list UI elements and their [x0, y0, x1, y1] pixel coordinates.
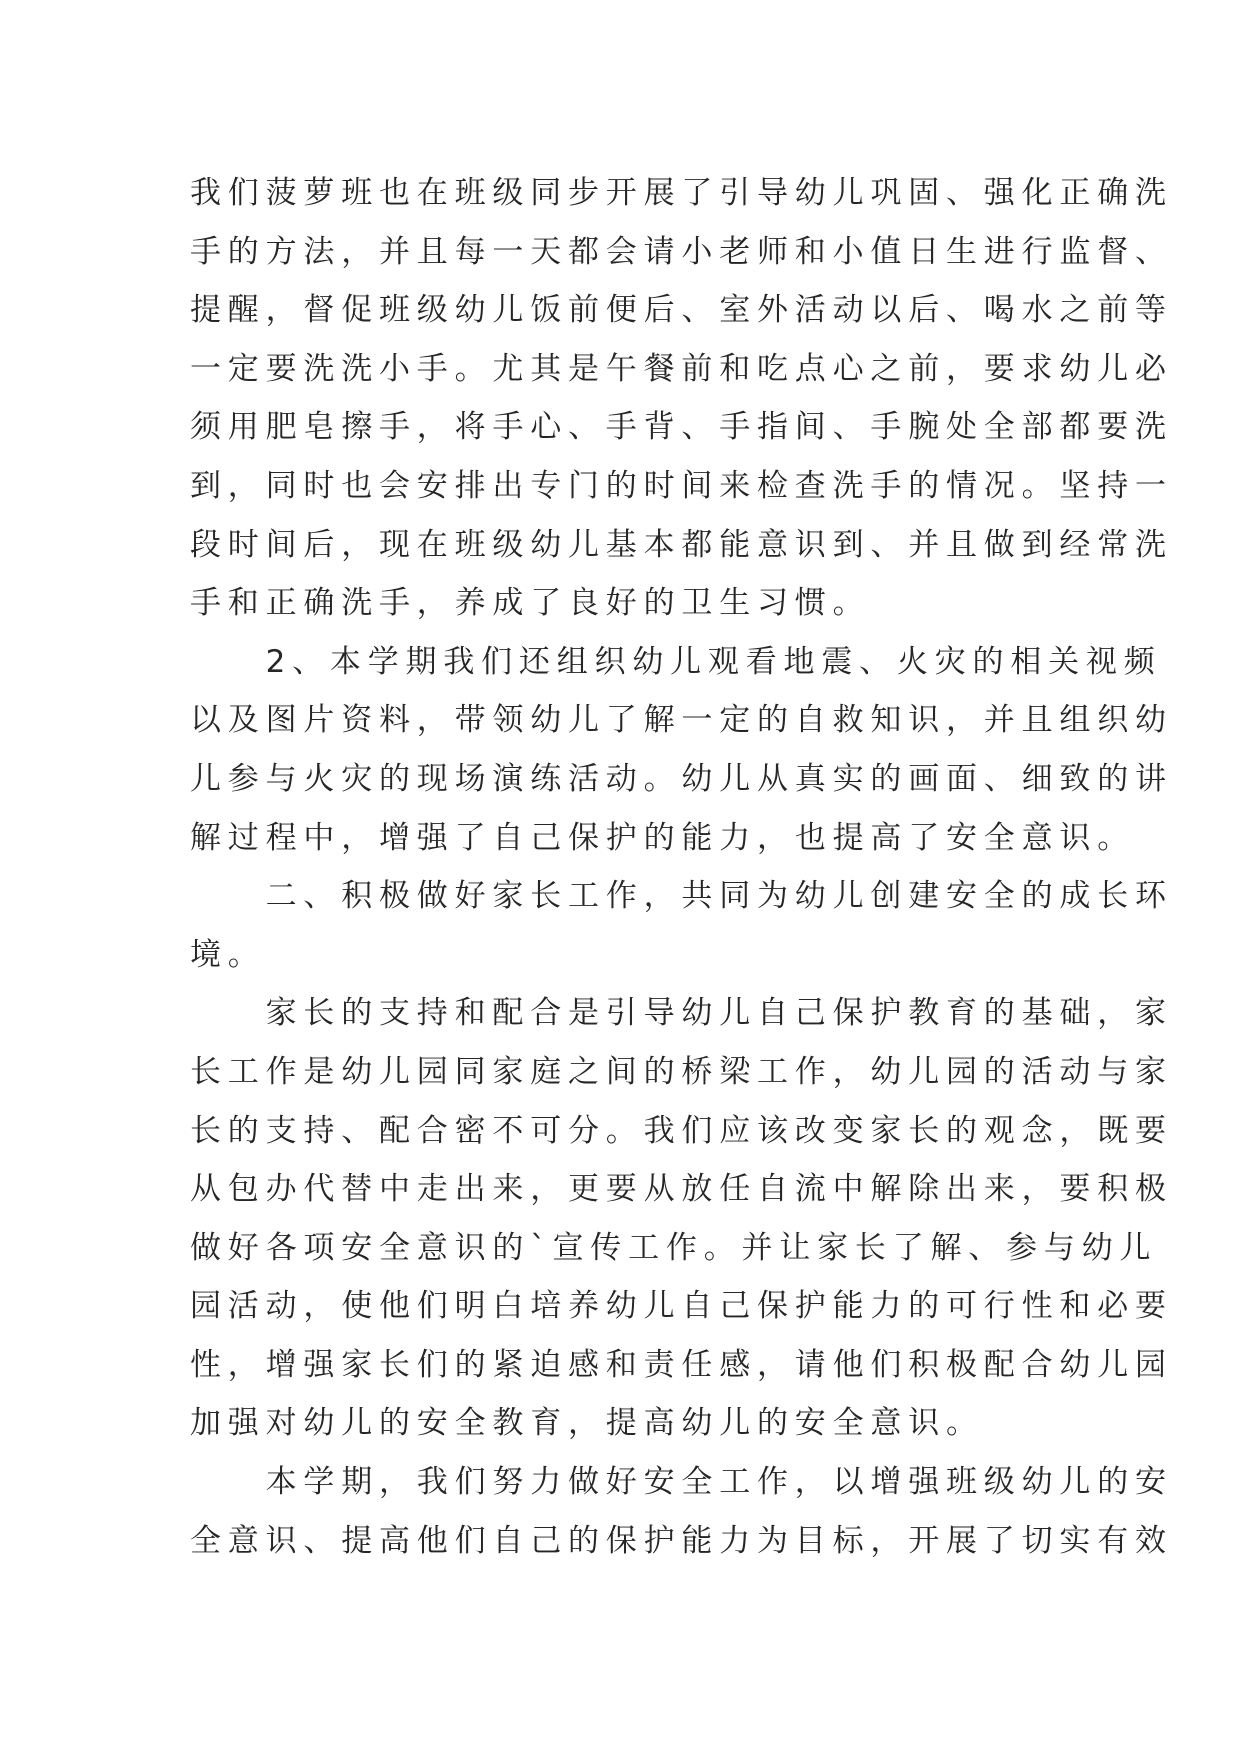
text-line: 我们菠萝班也在班级同步开展了引导幼儿巩固、强化正确洗 — [190, 175, 1173, 211]
text-line: 2、本学期我们还组织幼儿观看地震、火灾的相关视频 — [190, 643, 1162, 680]
text-line: 长的支持、配合密不可分。我们应该改变家长的观念，既要 — [190, 1112, 1173, 1149]
text-line: 提醒，督促班级幼儿饭前便后、室外活动以后、喝水之前等 — [190, 292, 1173, 329]
text-line: 手的方法，并且每一天都会请小老师和小值日生进行监督、 — [190, 233, 1173, 270]
text-line: 以及图片资料，带领幼儿了解一定的自救知识，并且组织幼 — [190, 702, 1173, 739]
text-line: 境。 — [190, 936, 266, 973]
text-line: 段时间后，现在班级幼儿基本都能意识到、并且做到经常洗 — [190, 526, 1173, 563]
text-line: 手和正确洗手，养成了良好的卫生习惯。 — [190, 585, 871, 622]
text-line: 二、积极做好家长工作，共同为幼儿创建安全的成长环 — [190, 878, 1173, 915]
text-line: 解过程中，增强了自己保护的能力，也提高了安全意识。 — [190, 819, 1135, 856]
text-line: 从包办代替中走出来，更要从放任自流中解除出来，要积极 — [190, 1171, 1173, 1208]
text-line: 长工作是幼儿园同家庭之间的桥梁工作，幼儿园的活动与家 — [190, 1053, 1173, 1090]
text-line: 须用肥皂擦手，将手心、手背、手指间、手腕处全部都要洗 — [190, 409, 1173, 446]
text-line: 本学期，我们努力做好安全工作，以增强班级幼儿的安 — [190, 1464, 1173, 1501]
text-line: 加强对幼儿的安全教育，提高幼儿的安全意识。 — [190, 1405, 984, 1442]
text-line: 儿参与火灾的现场演练活动。幼儿从真实的画面、细致的讲 — [190, 760, 1173, 797]
text-line: 全意识、提高他们自己的保护能力为目标，开展了切实有效 — [190, 1522, 1173, 1559]
body-text — [190, 164, 1173, 1570]
text-line: 性，增强家长们的紧迫感和责任感，请他们积极配合幼儿园 — [190, 1346, 1173, 1383]
text-line: 一定要洗洗小手。尤其是午餐前和吃点心之前，要求幼儿必 — [190, 350, 1173, 387]
text-line: 到，同时也会安排出专门的时间来检查洗手的情况。坚持一 — [190, 467, 1173, 504]
text-line: 园活动，使他们明白培养幼儿自己保护能力的可行性和必要 — [190, 1288, 1173, 1325]
text-line: 做好各项安全意识的`宣传工作。并让家长了解、参与幼儿 — [190, 1229, 1158, 1266]
text-line: 家长的支持和配合是引导幼儿自己保护教育的基础，家 — [190, 995, 1173, 1032]
